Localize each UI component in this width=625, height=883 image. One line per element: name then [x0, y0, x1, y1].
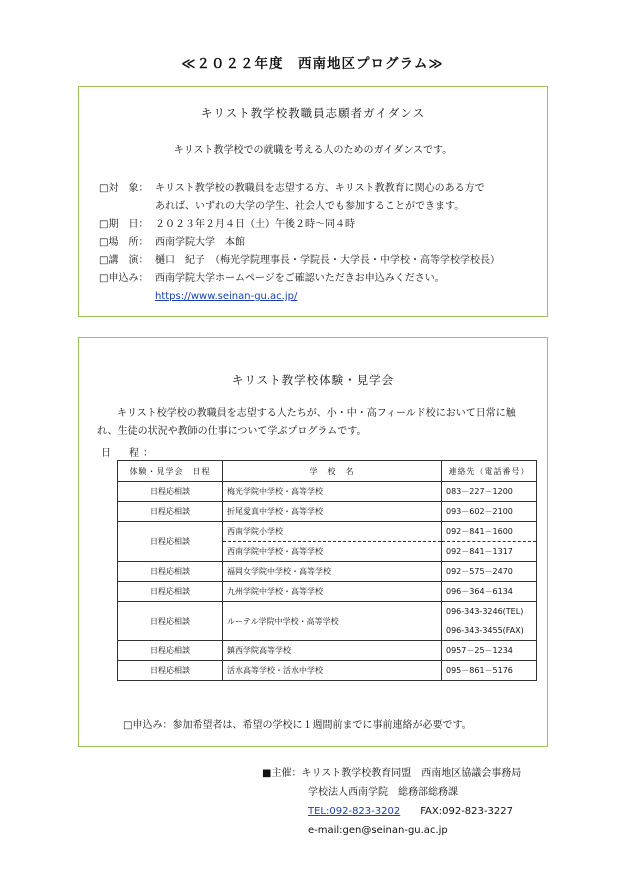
row-school: ルーテル学院中学校・高等学校 [223, 602, 442, 641]
visit-apply-note: □申込み：参加希望者は、希望の学校に１週間前までに事前連絡が必要です。 [123, 720, 472, 731]
visit-box [78, 337, 548, 747]
table-row [118, 602, 537, 641]
row-school: 折尾愛真中学校・高等学校 [223, 502, 442, 522]
row-phone [442, 602, 537, 641]
row-phone: 093－602－2100 [442, 502, 537, 522]
guidance-intro: キリスト教学校での就職を考える人のためのガイダンスです。 [173, 145, 453, 156]
row-date: 日程応相談 [118, 661, 223, 681]
header-school: 学 校 名 [223, 461, 442, 482]
row-phone: 0957－25－1234 [442, 641, 537, 661]
footer-office: 学校法人西南学院 総務部総務課 [308, 787, 458, 798]
target-line1: キリスト教学校の教職員を志望する方、キリスト教教育に関心のある方で [155, 183, 485, 194]
row-phone: 096－364－6134 [442, 582, 537, 602]
speaker-value: 樋口 紀子 （梅光学院理事長・学院長・大学長・中学校・高等学校学校長） [155, 255, 500, 266]
row-date: 日程応相談 [118, 522, 223, 562]
row-date: 日程応相談 [118, 482, 223, 502]
row-school: 鎮西学院高等学校 [223, 641, 442, 661]
row-phone: 092－575－2470 [442, 562, 537, 582]
header-date: 体験・見学会 日程 [118, 461, 223, 482]
table-row [118, 562, 537, 582]
target-row [99, 180, 500, 198]
row-school: 西南学院小学校 [223, 522, 442, 542]
place-label: □場 所： [99, 237, 149, 248]
row-date: 日程応相談 [118, 502, 223, 522]
footer [262, 764, 521, 840]
date-label: □期 日： [99, 219, 149, 230]
header-phone: 連絡先（電話番号） [442, 461, 537, 482]
apply-label: □申込み： [99, 273, 149, 284]
row-school: 九州学院中学校・高等学校 [223, 582, 442, 602]
table-row [118, 641, 537, 661]
row-phone: 092－841－1600 [442, 522, 537, 542]
table-row [118, 582, 537, 602]
guidance-box [78, 86, 548, 317]
date-value: ２０２３年２月４日（土）午後２時～同４時 [155, 219, 355, 230]
target-line2-row [99, 198, 500, 216]
apply-row [99, 270, 500, 288]
url-row [99, 288, 500, 306]
row-date: 日程応相談 [118, 582, 223, 602]
footer-contact [262, 802, 521, 821]
row-school: 梅光学院中学校・高等学校 [223, 482, 442, 502]
visit-intro: キリスト校学校の教職員を志望する人たちが、小・中・高フィールド校において日常に触れ、生徒の状況や教師の仕事について学ぶプログラムです。 [97, 408, 516, 437]
speaker-label: □講 演： [99, 255, 149, 266]
row-school: 福岡女学院中学校・高等学校 [223, 562, 442, 582]
footer-email: e-mail:gen@seinan-gu.ac.jp [308, 825, 448, 836]
guidance-details [99, 180, 500, 306]
place-row [99, 234, 500, 252]
guidance-title: キリスト教学校教職員志願者ガイダンス [200, 106, 426, 120]
footer-organizer: ■主催：キリスト教学校教育同盟 西南地区協議会事務局 [262, 768, 522, 779]
table-row [118, 502, 537, 522]
row-date: 日程応相談 [118, 562, 223, 582]
table-row [118, 522, 537, 542]
target-label: □対 象： [99, 183, 149, 194]
row-date: 日程応相談 [118, 602, 223, 641]
row-date: 日程応相談 [118, 641, 223, 661]
row-school: 活水高等学校・活水中学校 [223, 661, 442, 681]
row-phone: 083－227－1200 [442, 482, 537, 502]
schedule-label: 日 程： [101, 448, 157, 459]
schedule-table [117, 460, 537, 681]
visit-title: キリスト教学校体験・見学会 [231, 373, 395, 387]
university-url-link[interactable]: https://www.seinan-gu.ac.jp/ [155, 291, 298, 302]
page-title: ≪２０２２年度 西南地区プログラム≫ [181, 56, 444, 72]
row-phone: 095－861－5176 [442, 661, 537, 681]
row-phone-fax: 096-343-3455(FAX) [446, 626, 524, 635]
table-row [118, 661, 537, 681]
row-school: 西南学院中学校・高等学校 [223, 542, 442, 562]
row-phone-tel: 096-343-3246(TEL) [446, 607, 524, 616]
table-row [118, 482, 537, 502]
table-header-row [118, 461, 537, 482]
speaker-row [99, 252, 500, 270]
date-row [99, 216, 500, 234]
row-phone: 092－841－1317 [442, 542, 537, 562]
target-line2: あれば、いずれの大学の学生、社会人でも参加することができます。 [155, 201, 465, 212]
apply-value: 西南学院大学ホームページをご確認いただきお申込みください。 [155, 273, 445, 284]
place-value: 西南学院大学 本館 [155, 237, 245, 248]
footer-tel-link[interactable]: TEL:092-823-3202 [308, 806, 401, 817]
footer-fax: FAX:092-823-3227 [420, 806, 513, 817]
